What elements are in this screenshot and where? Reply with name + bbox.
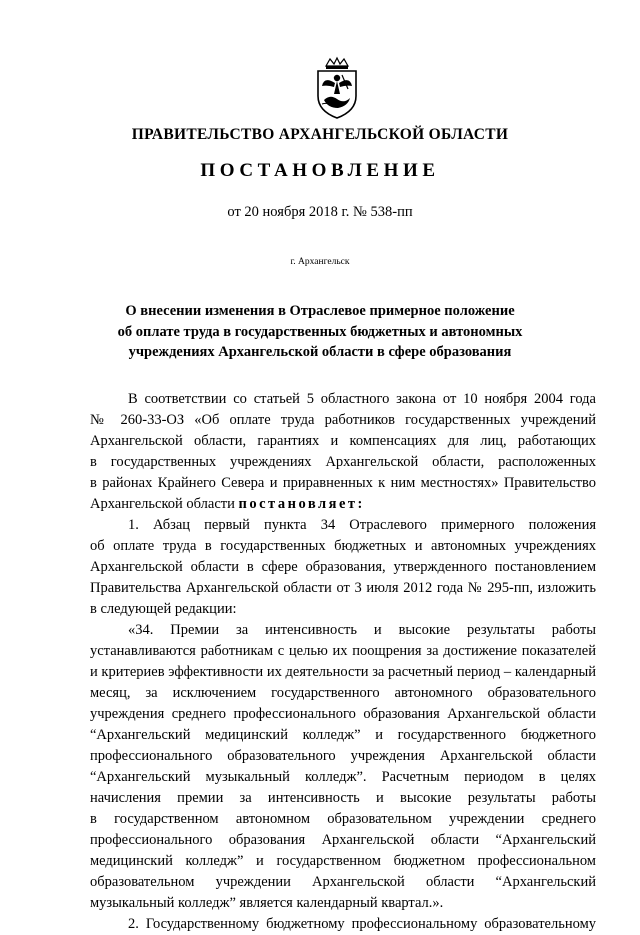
text-line: В соответствии со статьей 5 областного закона от 10 ноября 2004 года	[128, 391, 596, 407]
text-line: об оплате труда в государственных бюджетных и автономных учреждениях	[90, 538, 596, 554]
document-body	[90, 389, 596, 935]
quoted-paragraph-34	[90, 620, 596, 914]
text-line: месяц, за исключением государственного автономного образовательного	[90, 685, 596, 701]
text-line: 1. Абзац первый пункта 34 Отраслевого примерного положения	[128, 517, 596, 533]
text-line	[90, 494, 596, 515]
text-line: “Архангельский медицинский колледж” и государственного бюджетного	[90, 727, 596, 743]
text-line: в государственном автономном образовательном учреждении среднего	[90, 811, 596, 827]
text-line: 2. Государственному бюджетному профессиональному образовательному	[128, 916, 596, 932]
title-line: об оплате труда в государственных бюджетных и автономных	[117, 323, 523, 340]
document-title	[0, 301, 640, 363]
coat-of-arms-icon	[308, 56, 366, 120]
title-line: учреждениях Архангельской области в сфере образования	[128, 344, 512, 360]
text-line: Архангельской области, гарантиях и компенсациях для лиц, работающих	[90, 433, 596, 449]
text-line: начисления премии за интенсивность и высокие результаты работы	[90, 790, 596, 806]
preamble-last-text: Архангельской области	[90, 496, 239, 512]
resolution-colon: :	[357, 496, 365, 512]
text-line: образовательном учреждении Архангельской области “Архангельский	[90, 874, 596, 890]
text-line: в государственных учреждениях Архангельской области, расположенных	[90, 454, 596, 470]
text-line: “Архангельский музыкальный колледж”. Расчетным периодом в целях	[90, 769, 596, 785]
text-line: в следующей редакции:	[90, 601, 237, 617]
resolution-keyword: постановляет	[238, 496, 358, 512]
document-date-number: от 20 ноября 2018 г. № 538-пп	[227, 204, 413, 220]
text-line: № 260-33-ОЗ «Об оплате труда работников государственных учреждений	[90, 412, 596, 428]
text-line: и критериев эффективности их деятельности за расчетный период – календарный	[90, 664, 596, 680]
text-line: профессионального образовательного учреждения Архангельской области	[90, 748, 596, 764]
organization-name: ПРАВИТЕЛЬСТВО АРХАНГЕЛЬСКОЙ ОБЛАСТИ	[131, 126, 509, 143]
text-line: музыкальный колледж” является календарный квартал.».	[90, 895, 444, 911]
document-type: ПОСТАНОВЛЕНИЕ	[200, 160, 440, 181]
text-line: медицинский колледж” и государственном бюджетном профессиональном	[90, 853, 596, 869]
document-city: г. Архангельск	[290, 257, 350, 267]
text-line: Архангельской области в сфере образования, утвержденного постановлением	[90, 559, 596, 575]
text-line: в районах Крайнего Севера и приравненных к ним местностях» Правительство	[90, 475, 596, 491]
text-line: профессионального образования Архангельской области “Архангельский	[90, 832, 596, 848]
text-line: «34. Премии за интенсивность и высокие результаты работы	[128, 622, 596, 638]
title-line: О внесении изменения в Отраслевое примерное положение	[125, 303, 515, 319]
item-1-paragraph	[90, 515, 596, 620]
item-2-paragraph	[90, 914, 596, 935]
preamble-paragraph	[90, 389, 596, 515]
text-line: Правительства Архангельской области от 3 июля 2012 года № 295-пп, изложить	[90, 580, 596, 596]
text-line: устанавливаются работникам с целью их поощрения за достижение показателей	[90, 643, 596, 659]
text-line: учреждения среднего профессионального образования Архангельской области	[90, 706, 596, 722]
